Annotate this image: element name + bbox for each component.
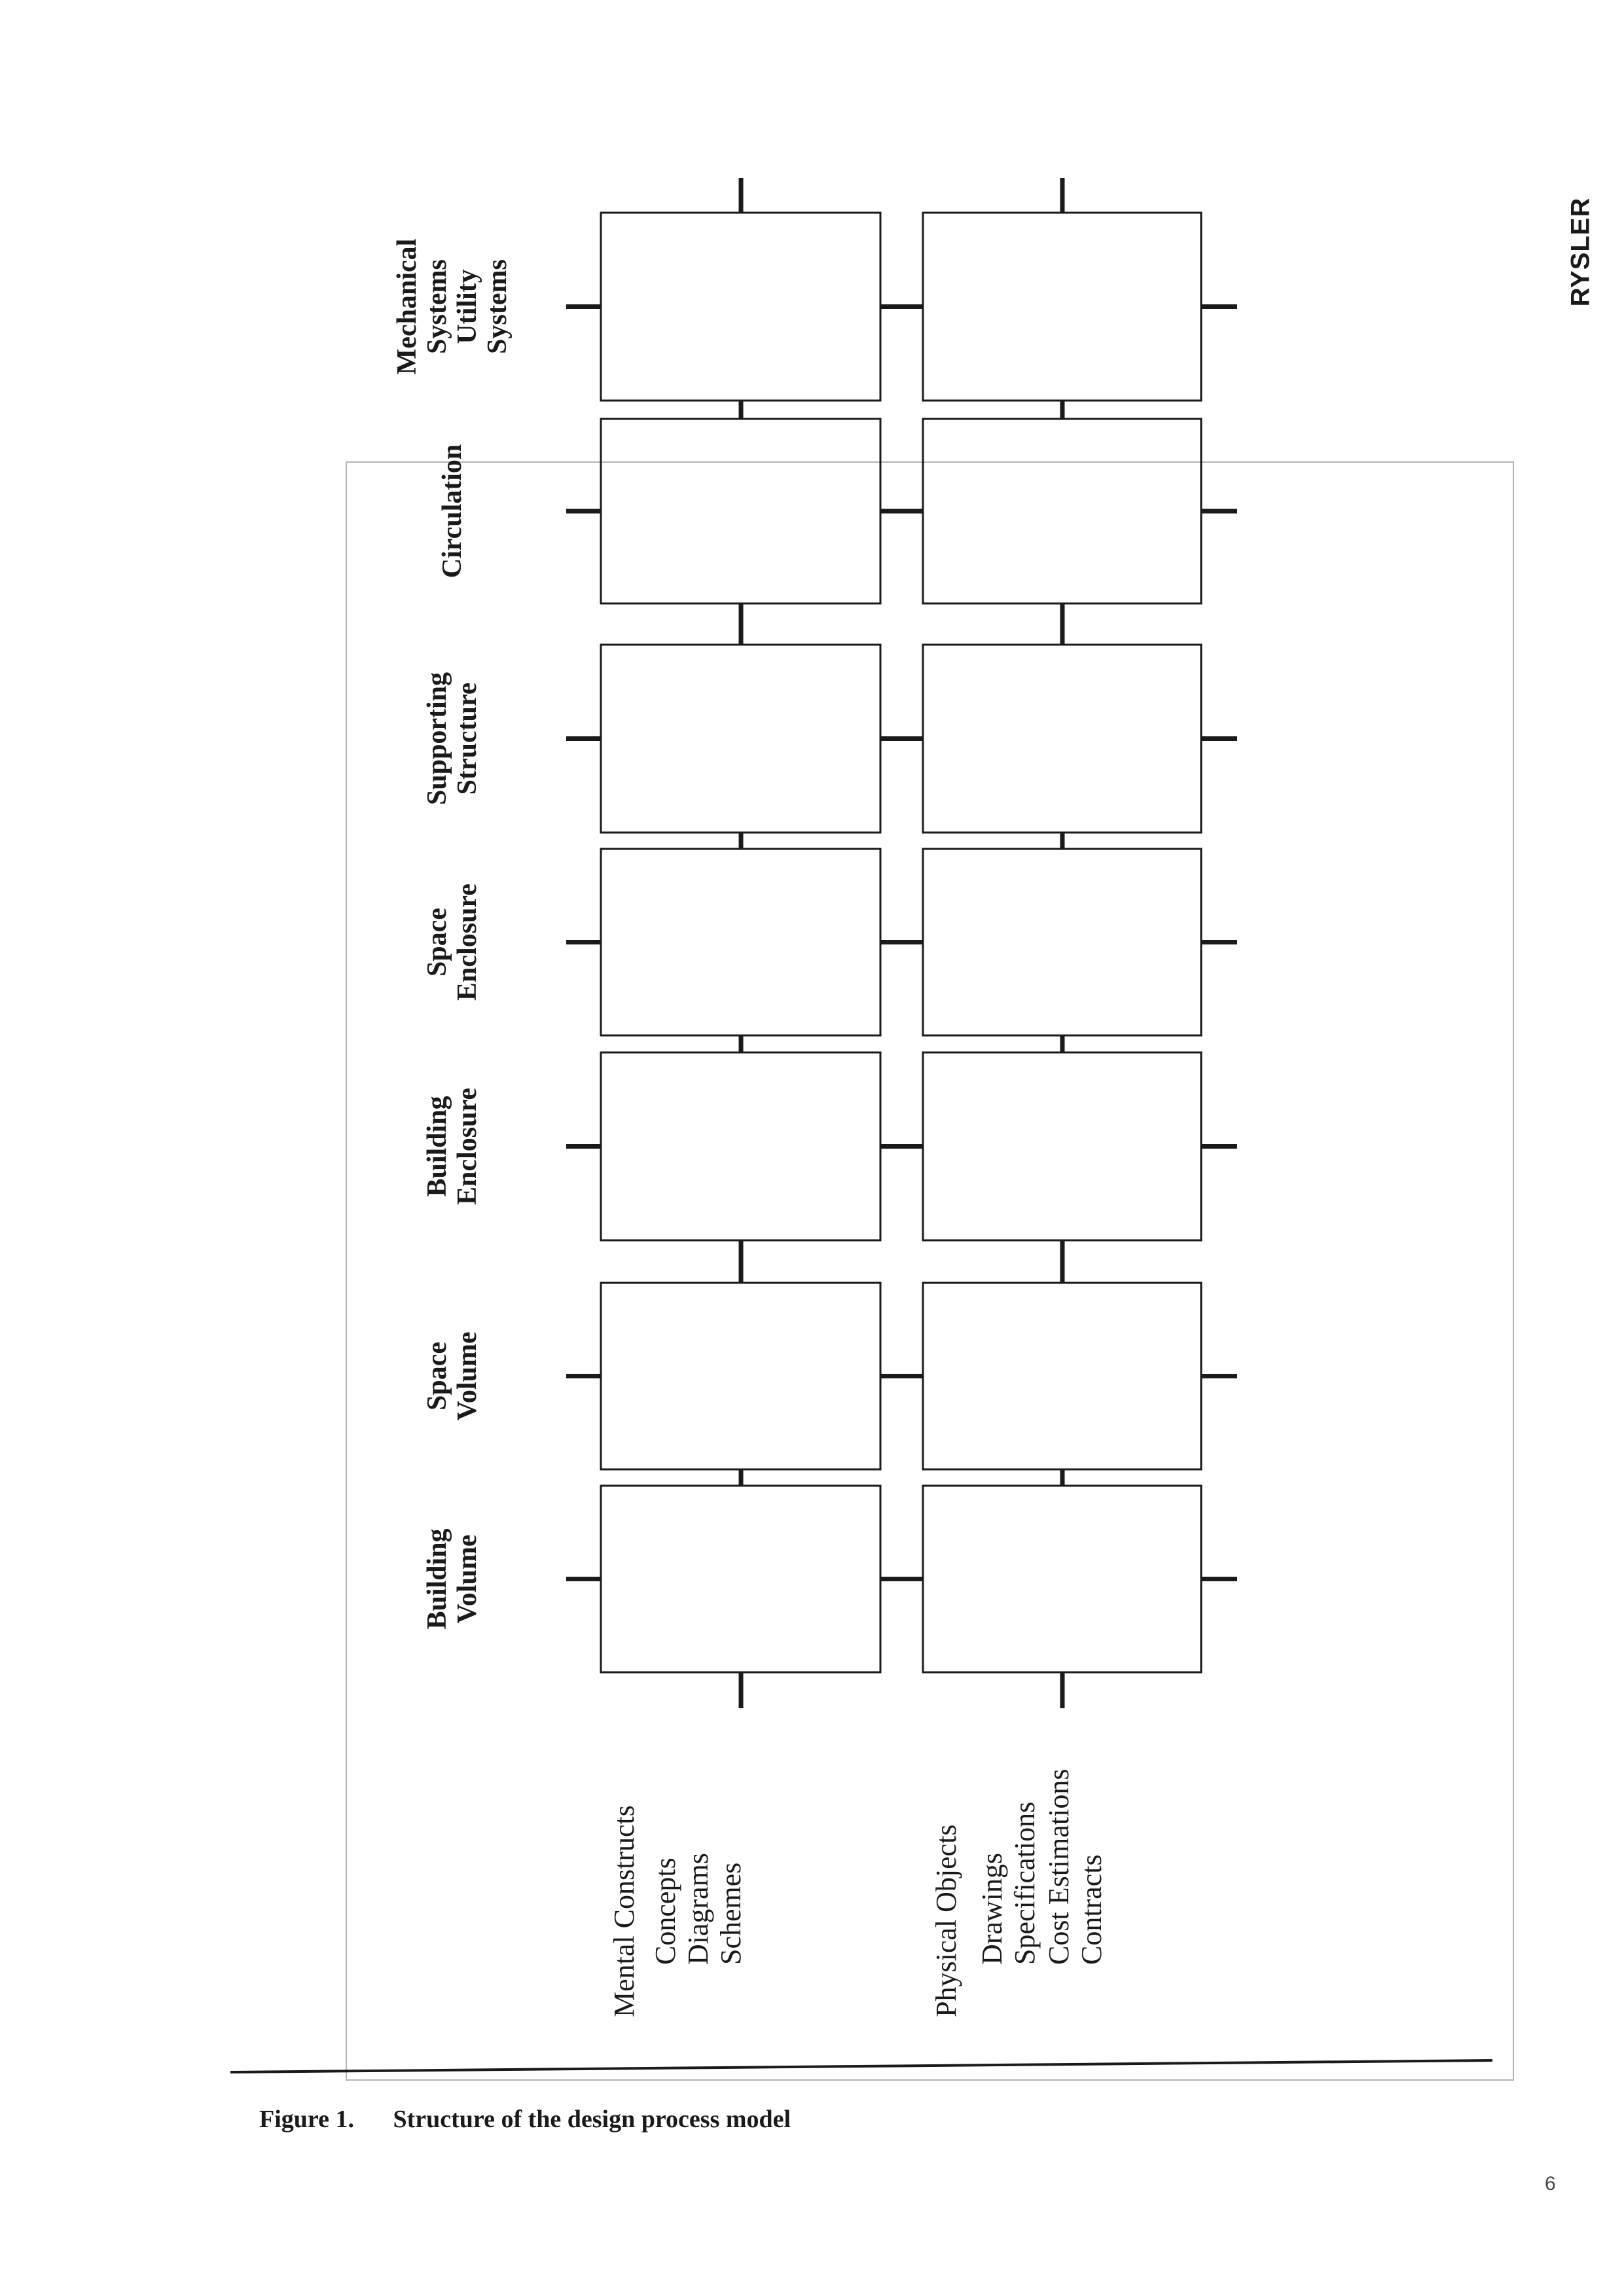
- column-heading: Mechanical: [392, 238, 422, 375]
- row-item: Schemes: [715, 1862, 747, 1965]
- caption-rule: [230, 2060, 1492, 2072]
- process-box: [601, 1486, 880, 1672]
- process-box: [601, 1052, 880, 1240]
- running-head-text: RYSLER: [1566, 197, 1595, 307]
- process-box: [923, 645, 1201, 833]
- row-item: Concepts: [649, 1857, 681, 1965]
- column-heading: Space: [422, 1342, 452, 1410]
- process-box: [601, 849, 880, 1035]
- process-box: [923, 1052, 1201, 1240]
- process-box: [601, 213, 880, 401]
- column-heading: Volume: [452, 1534, 482, 1624]
- process-box: [923, 1486, 1201, 1672]
- column-heading: Building: [422, 1096, 452, 1197]
- column-heading: Systems: [482, 259, 513, 354]
- column-heading: Enclosure: [452, 1088, 482, 1205]
- row-item: Specifications: [1009, 1801, 1041, 1965]
- figure-caption: [259, 2105, 791, 2134]
- column-heading: Utility: [452, 269, 482, 344]
- process-box: [601, 419, 880, 603]
- row-heading: Mental Constructs: [608, 1805, 640, 2017]
- caption-text: Structure of the design process model: [393, 2106, 791, 2133]
- process-box: [923, 849, 1201, 1035]
- row-item: Diagrams: [682, 1852, 714, 1965]
- process-box: [923, 1283, 1201, 1469]
- column-heading: Supporting: [422, 672, 452, 806]
- column-heading: Enclosure: [452, 884, 482, 1001]
- row-item: Cost Estimations: [1043, 1768, 1075, 1965]
- row-item: Contracts: [1075, 1854, 1108, 1965]
- process-box: [923, 419, 1201, 603]
- column-heading: Circulation: [437, 444, 467, 579]
- column-heading: Volume: [452, 1331, 482, 1421]
- caption-number: Figure 1.: [259, 2106, 354, 2133]
- page-number: 6: [1545, 2173, 1556, 2195]
- column-heading: Systems: [422, 259, 452, 354]
- column-heading: Space: [422, 908, 452, 977]
- label-layer: [392, 239, 1108, 2017]
- grid-layer: [230, 178, 1492, 2072]
- process-box: [601, 645, 880, 833]
- process-box: [923, 213, 1201, 401]
- process-box: [601, 1283, 880, 1469]
- row-item: Drawings: [976, 1852, 1008, 1965]
- column-heading: Building: [422, 1528, 452, 1630]
- column-heading: Structure: [452, 682, 482, 795]
- row-heading: Physical Objects: [930, 1824, 962, 2017]
